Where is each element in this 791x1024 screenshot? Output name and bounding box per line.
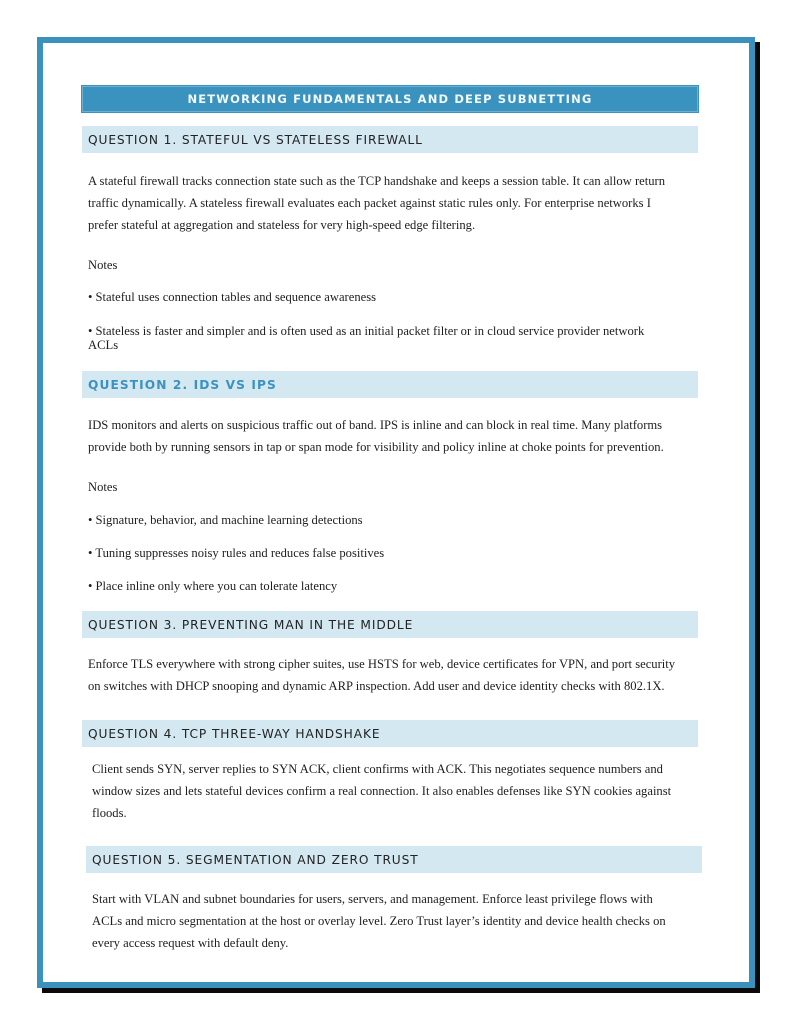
paragraph-line: Client sends SYN, server replies to SYN ACK, client confirms with ACK. This negotiates sequence numbers and [92,762,663,776]
section-title: QUESTION 5. SEGMENTATION AND ZERO TRUST [92,852,419,867]
note-item: • Stateful uses connection tables and sequence awareness [88,290,377,304]
paragraph-line: A stateful firewall tracks connection state such as the TCP handshake and keeps a session table. It can allow return [88,174,666,188]
note-item: • Place inline only where you can tolerate latency [88,579,338,593]
section-header-q2 [82,371,698,398]
paragraph-line: IDS monitors and alerts on suspicious traffic out of band. IPS is inline and can block in real time. Many platforms [88,418,663,432]
paragraph-line: Start with VLAN and subnet boundaries for users, servers, and management. Enforce least privilege flows with [92,892,653,906]
document-title: NETWORKING FUNDAMENTALS AND DEEP SUBNETTING [187,92,593,106]
section-header-q1 [82,126,698,153]
note-item: • Stateless is faster and simpler and is often used as an initial packet filter or in cloud service provider network [88,324,645,338]
paragraph-line: window sizes and lets stateful devices confirm a real connection. It also enables defenses like SYN cookies against [92,784,672,798]
paragraph-line: traffic dynamically. A stateless firewall evaluates each packet against static rules only. For enterprise networks I [88,196,651,210]
section-title: QUESTION 2. IDS VS IPS [88,377,277,392]
note-item-continuation: ACLs [88,338,119,352]
section-header-q3 [82,611,698,638]
section-title: QUESTION 3. PREVENTING MAN IN THE MIDDLE [88,617,414,632]
note-item: • Signature, behavior, and machine learning detections [88,513,363,527]
paragraph-line: Enforce TLS everywhere with strong cipher suites, use HSTS for web, device certificates for VPN, and port security [88,657,676,671]
notes-label: Notes [88,480,118,494]
section-title: QUESTION 1. STATEFUL VS STATELESS FIREWALL [88,132,423,147]
paragraph-line: provide both by running sensors in tap or span mode for visibility and policy inline at choke points for prevention. [88,440,664,454]
section-header-q4 [82,720,698,747]
note-item: • Tuning suppresses noisy rules and reduces false positives [88,546,385,560]
paragraph-line: ACLs and micro segmentation at the host or overlay level. Zero Trust layer’s identity and device health checks on [92,914,666,928]
paragraph-line: on switches with DHCP snooping and dynamic ARP inspection. Add user and device identity checks with 802.1X. [88,679,665,693]
paragraph-line: every access request with default deny. [92,936,289,950]
notes-label: Notes [88,258,118,272]
section-header-q5 [86,846,702,873]
paragraph-line: prefer stateful at aggregation and stateless for very high-speed edge filtering. [88,218,476,232]
title-banner [82,86,698,112]
section-title: QUESTION 4. TCP THREE-WAY HANDSHAKE [88,726,381,741]
paragraph-line: floods. [92,806,127,820]
